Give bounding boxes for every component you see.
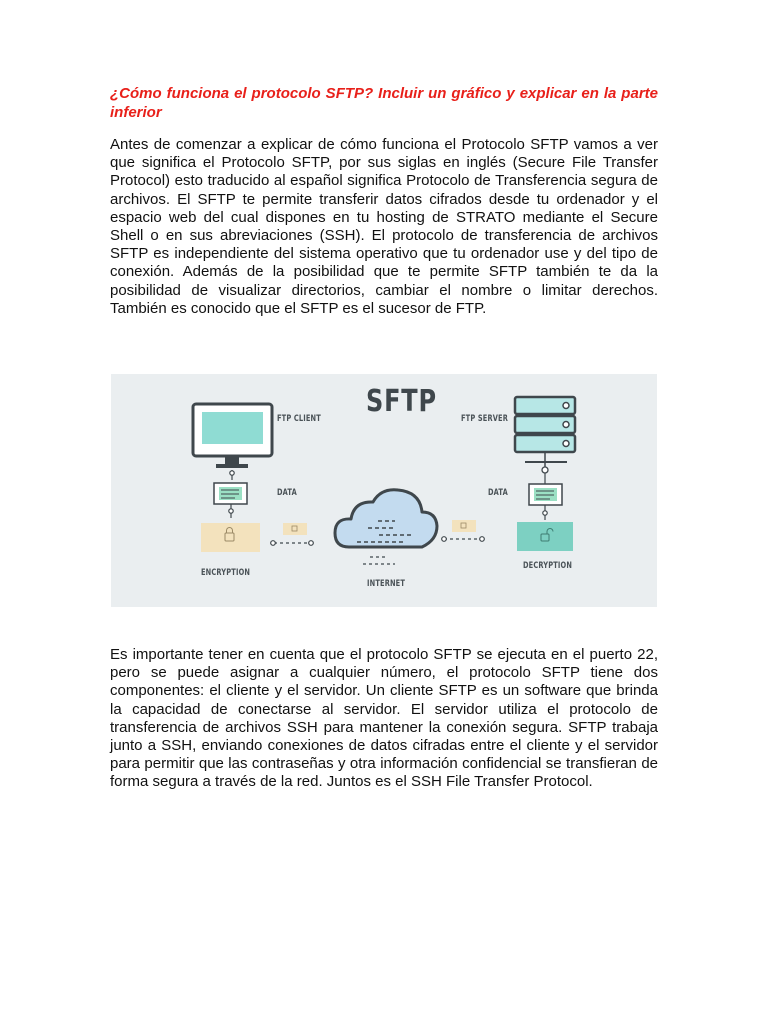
server-icon [515, 397, 575, 452]
cloud-icon [335, 490, 437, 564]
monitor-icon [193, 404, 272, 468]
data-document-left-icon [214, 483, 247, 504]
server-label: FTP SERVER [461, 414, 508, 424]
encrypted-packet-right-icon [452, 520, 476, 532]
paragraph-components: Es importante tener en cuenta que el protocolo SFTP se ejecuta en el puerto 22, pero se puede asignar a cualquier número, el protocolo SFTP tiene dos componentes: el cliente y el servidor. Un cliente SFTP es un software que brinda la capacidad de conectarse al servidor. El servidor utiliza el protocolo de transferencia de archivos SSH para mantener la conexión segura. SFTP trabaja junto a SSH, enviando conexiones de datos cifradas entre el cliente y el servidor para permitir que las contraseñas y otra información confidencial se transfieran de forma segura a través de la red. Juntos es el SSH File Transfer Protocol. [110, 646, 658, 791]
data-right-label: DATA [488, 488, 508, 498]
client-label: FTP CLIENT [277, 414, 321, 424]
encryption-box [201, 523, 260, 552]
decryption-box [517, 522, 573, 551]
data-document-right-icon [529, 484, 562, 505]
encrypted-packet-left-icon [283, 523, 307, 535]
encryption-label: ENCRYPTION [201, 568, 251, 578]
internet-label: INTERNET [367, 579, 406, 589]
sftp-diagram [111, 374, 657, 607]
data-left-label: DATA [277, 488, 297, 498]
diagram-title: SFTP [366, 384, 437, 419]
decryption-label: DECRYPTION [523, 561, 573, 571]
document-heading: ¿Cómo funciona el protocolo SFTP? Incluir un gráfico y explicar en la parte inferior [110, 85, 658, 121]
paragraph-intro: Antes de comenzar a explicar de cómo funciona el Protocolo SFTP vamos a ver que significa el Protocolo SFTP, por sus siglas en inglés (Secure File Transfer Protocol) esto traducido al español significa Protocolo de Transferencia segura de archivos. El SFTP te permite transferir datos cifrados desde tu ordenador y el espacio web del cual dispones en tu hosting de STRATO mediante el Secure Shell o en sus abreviaciones (SSH). El protocolo de transferencia de archivos SFTP es independiente del sistema operativo que tu ordenador use y del tipo de conexión. Además de la posibilidad que te permite SFTP también te da la posibilidad de visualizar directorios, cambiar el nombre o limitar derechos. También es conocido que el SFTP es el sucesor de FTP. [110, 136, 658, 317]
